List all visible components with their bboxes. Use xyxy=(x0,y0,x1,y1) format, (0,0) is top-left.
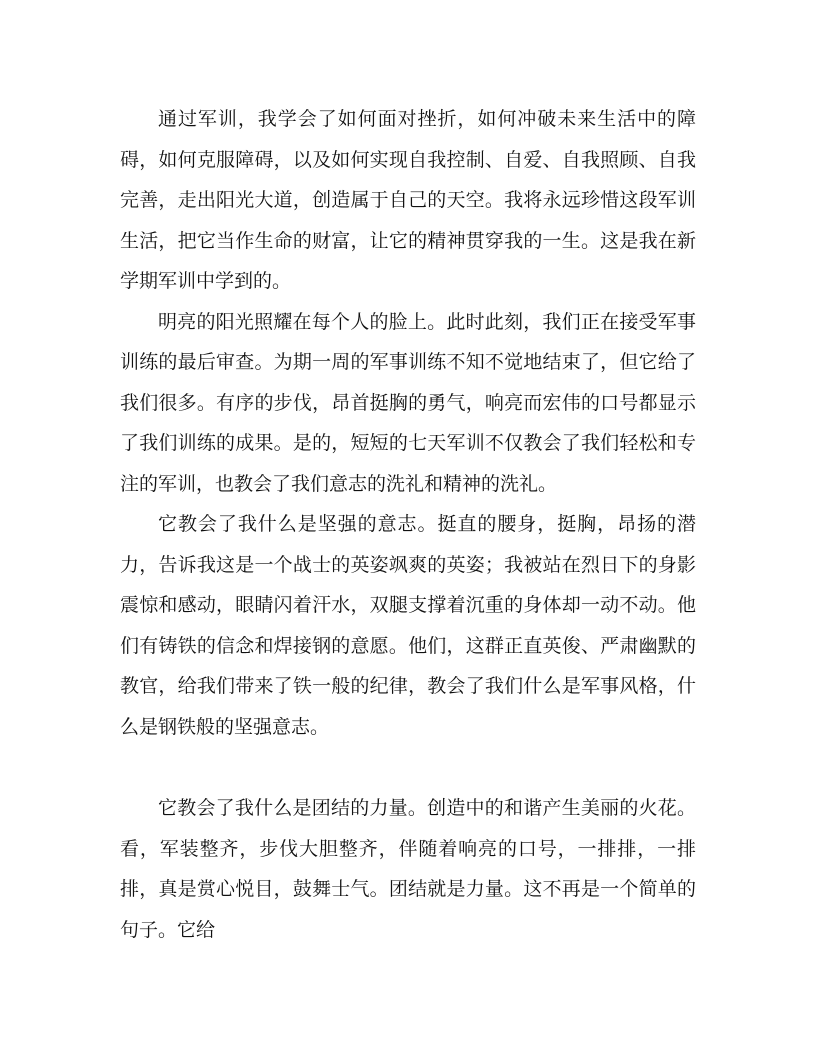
paragraph-spacer xyxy=(120,747,696,788)
document-body xyxy=(120,99,696,950)
paragraph-1: 通过军训，我学会了如何面对挫折，如何冲破未来生活中的障碍，如何克服障碍，以及如何实现自我控制、自爱、自我照顾、自我完善，走出阳光大道，创造属于自己的天空。我将永远珍惜这段军训生活，把它当作生命的财富，让它的精神贯穿我的一生。这是我在新学期军训中学到的。 xyxy=(120,108,696,292)
paragraph-2: 明亮的阳光照耀在每个人的脸上。此时此刻，我们正在接受军事训练的最后审查。为期一周的军事训练不知不觉地结束了，但它给了我们很多。有序的步伐，昂首挺胸的勇气，响亮而宏伟的口号都显示了我们训练的成果。是的，短短的七天军训不仅教会了我们轻松和专注的军训，也教会了我们意志的洗礼和精神的洗礼。 xyxy=(120,310,696,495)
paragraph-3: 它教会了我什么是坚强的意志。挺直的腰身，挺胸，昂扬的潜力，告诉我这是一个战士的英姿飒爽的英姿；我被站在烈日下的身影震惊和感动，眼睛闪着汗水，双腿支撑着沉重的身体却一动不动。他们有铸铁的信念和焊接钢的意愿。他们，这群正直英俊、严肃幽默的教官，给我们带来了铁一般的纪律，教会了我们什么是军事风格，什么是钢铁般的坚强意志。 xyxy=(120,513,696,738)
paragraph-4: 它教会了我什么是团结的力量。创造中的和谐产生美丽的火花。看，军装整齐，步伐大胆整齐，伴随着响亮的口号，一排排，一排排，真是赏心悦目，鼓舞士气。团结就是力量。这不再是一个简单的句子。它给 xyxy=(120,797,696,941)
